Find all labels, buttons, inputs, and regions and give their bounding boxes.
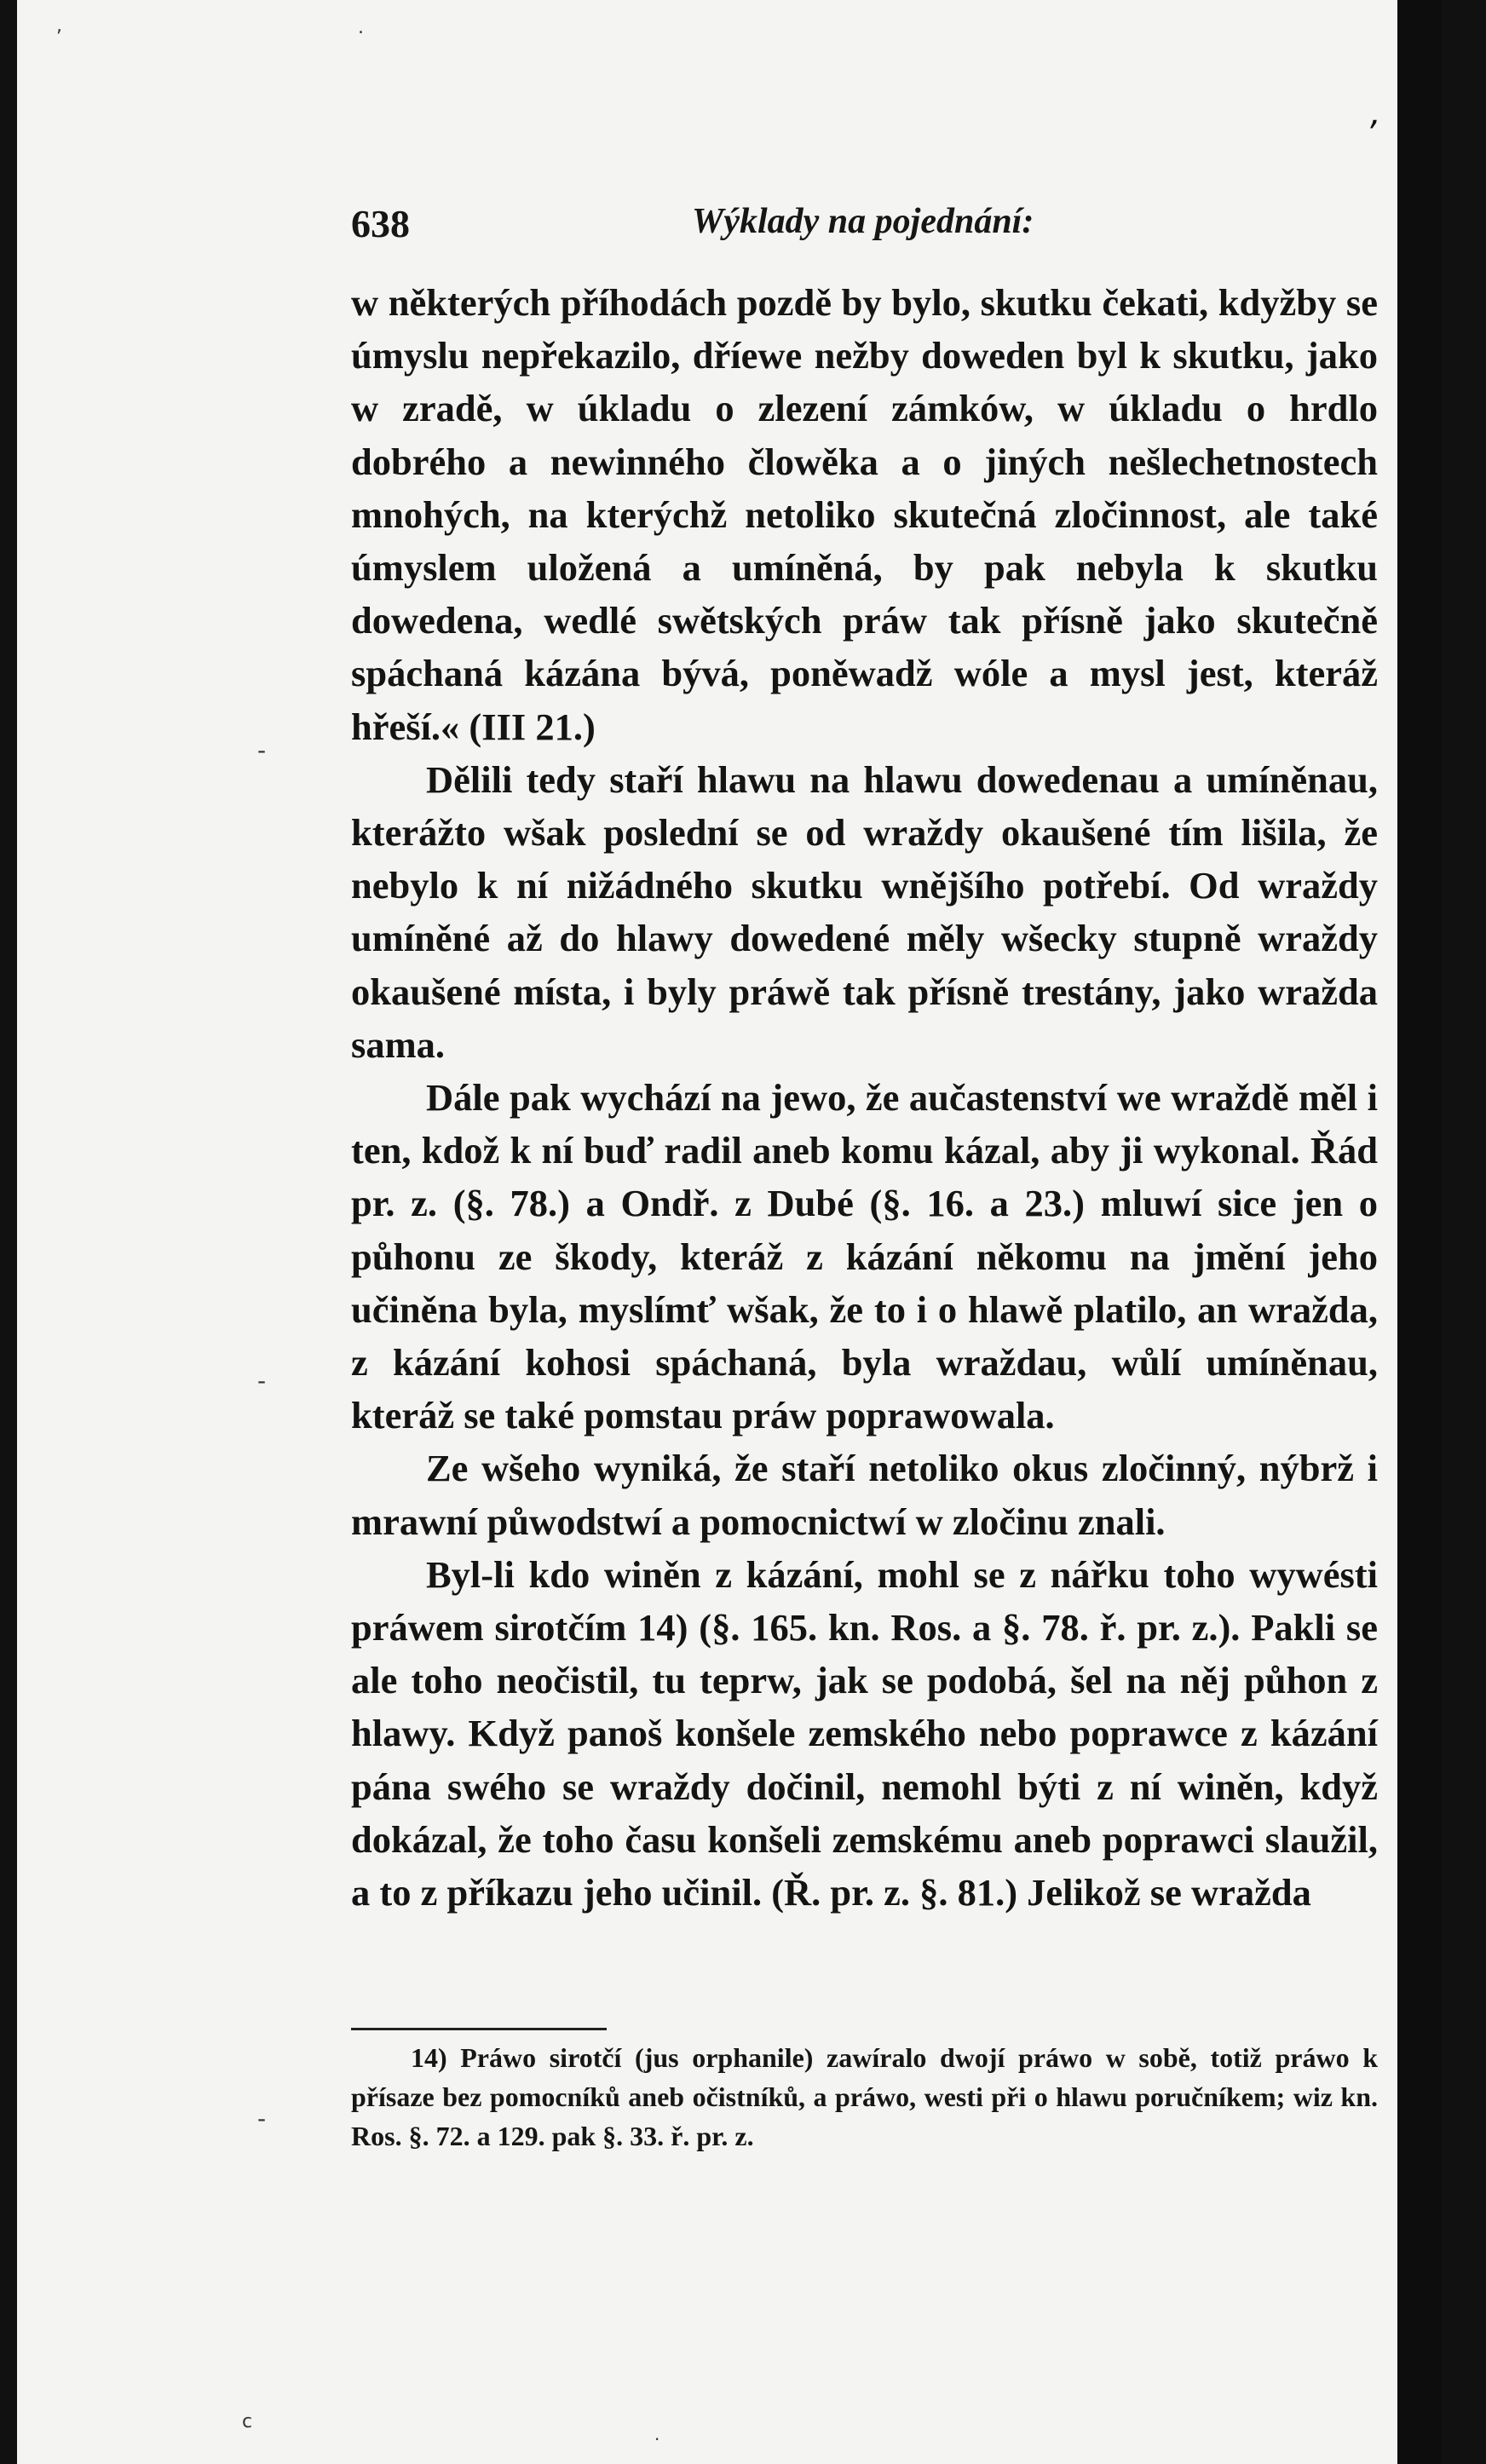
page-number: 638 (351, 202, 410, 245)
body-text (351, 276, 1378, 1919)
running-header (351, 196, 1408, 264)
scan-edge (1397, 0, 1442, 2464)
paragraph-3: Dále pak wychází na jewo, že aučastenství we wraždě měl i ten, kdož k ní buď radil aneb komu kázal, aby ji wykonal. Řád pr. z. (§. 78.) a Ondř. z Dubé (§. 16. a 23.) mluwí sice jen o půhonu ze škody, kteráž z kázání někomu na jmění jeho učiněna byla, myslímť wšak, že to i o hlawě platilo, an wražda, z kázání kohosi spáchaná, byla wraždau, wůlí umíněnau, kteráž se také pomstau práw poprawowala. (351, 1076, 1378, 1437)
paragraph-5: Byl-li kdo winěn z kázání, mohl se z nářku toho wywésti práwem sirotčím 14) (§. 165. kn. Ros. a §. 78. ř. pr. z.). Pakli se ale toho neočistil, tu teprw, jak se podobá, šel na něj půhon z hlawy. Když panoš konšele zemského nebo poprawce z kázání pána swého se wraždy dočinil, nemohl býti z ní winěn, když dokázal, že toho času konšeli zemskému aneb poprawci slaužil, a to z příkazu jeho učinil. (Ř. pr. z. §. 81.) Jelikož se wražda (351, 1552, 1378, 1914)
paragraph-4: Ze wšeho wyniká, že staří netoliko okus zločinný, nýbrž i mrawní půwodstwí a pomocnictwí w zločinu znali. (351, 1447, 1378, 1543)
footnote-14: 14) Práwo sirotčí (jus orphanile) zawíralo dwojí práwo w sobě, totiž práwo k přísaze bez pomocníků aneb očistníků, a práwo, westi při o hlawu poručníkem; wiz kn. Ros. §. 72. a 129. pak §. 33. ř. pr. z. (351, 2042, 1378, 2151)
margin-dash: - (257, 1367, 267, 1395)
scan-speck: . (358, 17, 364, 38)
scan-speck: . (654, 2424, 660, 2444)
footnote (351, 2038, 1378, 2156)
paragraph-2: Dělili tedy staří hlawu na hlawu dowedenau a umíněnau, kterážto wšak poslední se od wraždy okaušené tím lišila, že nebylo k ní nižádného skutku wnějšího potřebí. Od wraždy umíněné až do hlawy dowedené měly wšecky stupně wraždy okaušené místa, i byly práwě tak přísně trestány, jako wražda sama. (351, 757, 1378, 1066)
margin-dash: - (257, 2104, 267, 2133)
scan-speck: c (242, 2411, 253, 2432)
running-title: Wýklady na pojednání: (692, 202, 1034, 241)
scan-speck: , (1370, 94, 1381, 133)
margin-dash: - (257, 736, 267, 764)
scan-speck: , (56, 15, 62, 37)
paragraph-1: w některých příhodách pozdě by bylo, skutku čekati, kdyžby se úmyslu nepřekazilo, dříewe nežby doweden byl k skutku, jako w zradě, w úkladu o zlezení zámków, w úkladu o hrdlo dobrého a newinného člowěka a o jiných nešlechetnostech mnohých, na kterýchž netoliko skutečná zločinnost, ale také úmyslem uložená a umíněná, by pak nebyla k skutku dowedena, wedlé swětských práw tak přísně jako skutečně spáchaná kázána bývá, poněwadž wóle a mysl jest, kteráž hřeší.« (III 21.) (351, 281, 1378, 748)
footnote-rule (351, 2028, 607, 2030)
book-page (17, 0, 1442, 2464)
